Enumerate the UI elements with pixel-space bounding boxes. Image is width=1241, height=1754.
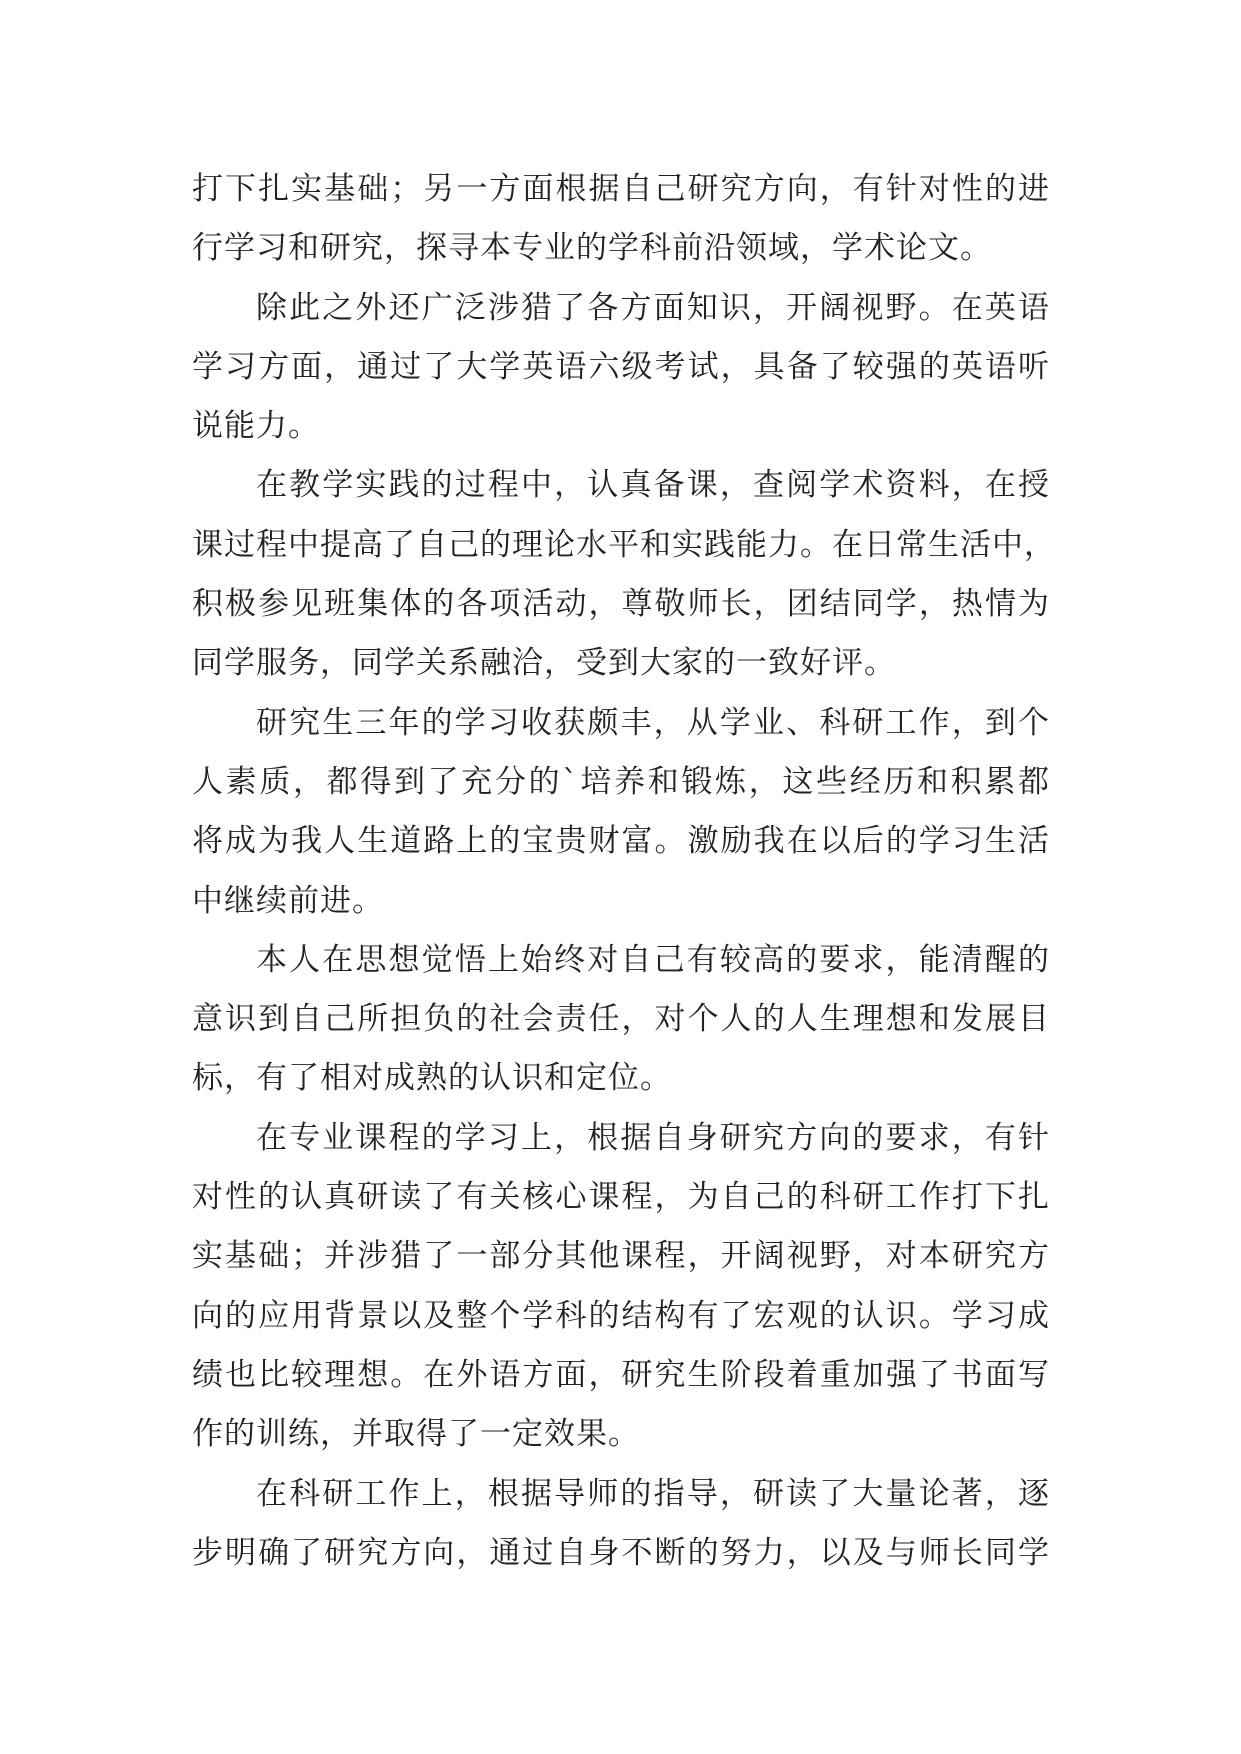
text-line: 标，有了相对成熟的认识和定位。 — [192, 1060, 672, 1097]
text-line: 行学习和研究，探寻本专业的学科前沿领域，学术论文。 — [192, 230, 992, 267]
text-line: 绩也比较理想。在外语方面，研究生阶段着重加强了书面写 — [192, 1356, 1050, 1393]
text-line: 将成为我人生道路上的宝贵财富。激励我在以后的学习生活 — [192, 823, 1050, 860]
paragraph-3 — [192, 456, 1056, 693]
paragraph-5 — [192, 931, 1050, 1109]
text-line: 打下扎实基础；另一方面根据自己研究方向，有针对性的进 — [192, 171, 1050, 207]
text-line: 在教学实践的过程中，认真备课，查阅学术资料，在授 — [256, 467, 1050, 504]
text-line: 研究生三年的学习收获颇丰，从学业、科研工作，到个 — [256, 704, 1050, 741]
text-line: 人素质，都得到了充分的`培养和锻炼，这些经历和积累都 — [192, 763, 1050, 800]
text-line: 在科研工作上，根据导师的指导，研读了大量论著，逐 — [256, 1475, 1050, 1512]
text-line: 在专业课程的学习上，根据自身研究方向的要求，有针 — [256, 1119, 1050, 1156]
text-line: 说能力。 — [192, 408, 320, 445]
paragraph-1 — [192, 160, 1050, 279]
paragraph-4 — [192, 694, 1050, 931]
text-line: 积极参见班集体的各项活动，尊敬师长，团结同学，热情为 — [192, 586, 1050, 623]
text-line: 作的训练，并取得了一定效果。 — [192, 1416, 640, 1453]
text-line: 本人在思想觉悟上始终对自己有较高的要求，能清醒的 — [256, 941, 1050, 978]
text-line: 学习方面，通过了大学英语六级考试，具备了较强的英语听 — [192, 348, 1050, 385]
document-body — [192, 160, 1056, 1583]
text-line: 除此之外还广泛涉猎了各方面知识，开阔视野。在英语 — [256, 289, 1050, 326]
text-line: 对性的认真研读了有关核心课程，为自己的科研工作打下扎 — [192, 1179, 1050, 1216]
text-line: 中继续前进。 — [192, 882, 384, 919]
text-line: 课过程中提高了自己的理论水平和实践能力。在日常生活中， — [192, 526, 1056, 563]
text-line: 意识到自己所担负的社会责任，对个人的人生理想和发展目 — [192, 1001, 1050, 1038]
text-line: 步明确了研究方向，通过自身不断的努力，以及与师长同学 — [192, 1534, 1050, 1571]
text-line: 实基础；并涉猎了一部分其他课程，开阔视野，对本研究方 — [192, 1238, 1050, 1275]
paragraph-7 — [192, 1465, 1050, 1584]
text-line: 同学服务，同学关系融洽，受到大家的一致好评。 — [192, 645, 896, 682]
paragraph-2 — [192, 279, 1050, 457]
text-line: 向的应用背景以及整个学科的结构有了宏观的认识。学习成 — [192, 1297, 1050, 1334]
paragraph-6 — [192, 1109, 1050, 1465]
